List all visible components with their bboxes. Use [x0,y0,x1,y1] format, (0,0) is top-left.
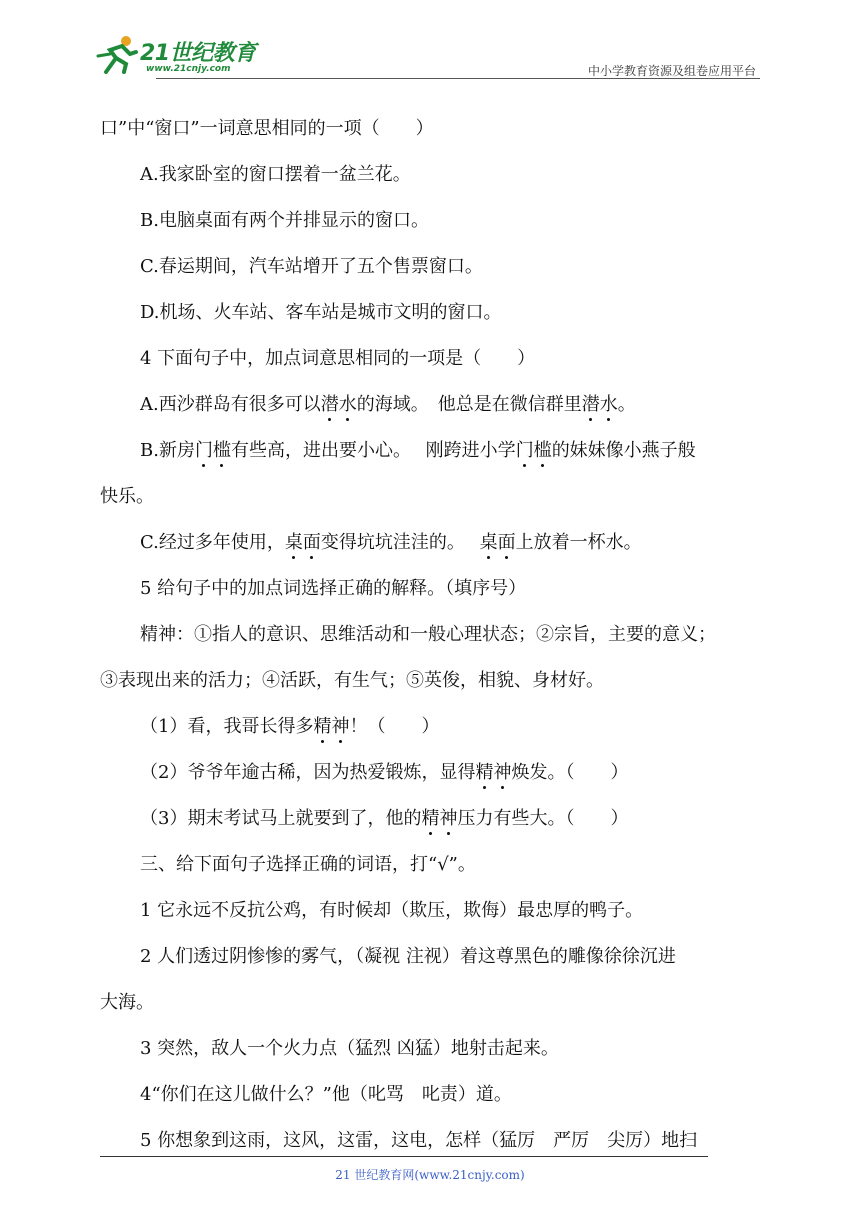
page-header [96,28,760,80]
emphasis-char: 神 [439,808,458,829]
text-line: 2 人们透过阴惨惨的雾气，（凝视 注视）着这尊黑色的雕像徐徐沉进 [140,946,676,967]
emphasis-char: 神 [331,716,350,737]
page-footer: 21 世纪教育网(www.21cnjy.com) [335,1168,525,1182]
logo-url: www.21cnjy.com [146,64,231,74]
site-logo [96,34,266,78]
emphasis-char: 潜 [581,394,600,415]
emphasis-char: 桌 [284,532,303,553]
question-5: 5 给句子中的加点词选择正确的解释。（填序号） [140,578,527,599]
emphasis-char: 精 [475,762,494,783]
emphasis-char: 潜 [320,394,339,415]
text-line: 1 它永远不反抗公鸡，有时候却（欺压，欺侮）最忠厚的鸭子。 [140,900,644,921]
text-line: （3）期末考试马上就要到了，他的精神压力有些大。（ ） [140,808,629,829]
text-line: C.春运期间，汽车站增开了五个售票窗口。 [140,256,483,277]
section-heading: 三、给下面句子选择正确的词语，打“√”。 [140,854,476,875]
emphasis-char: 门 [194,440,213,461]
emphasis-char: 门 [515,440,534,461]
text-line: 3 突然，敌人一个火力点（猛烈 凶猛）地射击起来。 [140,1038,559,1059]
document-body [100,106,765,1164]
text-line: C.经过多年使用，桌面变得坑坑洼洼的。 桌面上放着一杯水。 [140,532,642,553]
text-line: A.我家卧室的窗口摆着一盆兰花。 [140,164,411,185]
text-line: 大海。 [100,992,154,1013]
emphasis-char: 水 [338,394,357,415]
text-line: 4“你们在这儿做什么？”他（叱骂 叱责）道。 [140,1084,512,1105]
emphasis-char: 神 [493,762,512,783]
emphasis-char: 水 [599,394,618,415]
logo-title: 21世纪教育 [140,41,256,66]
platform-name: 中小学教育资源及组卷应用平台 [587,64,756,78]
text-line: A.西沙群岛有很多可以潜水的海域。 他总是在微信群里潜水。 [140,394,636,415]
text-line: D.机场、火车站、客车站是城市文明的窗口。 [140,302,502,323]
emphasis-char: 精 [421,808,440,829]
definition-line: 精神：①指人的意识、思维活动和一般心理状态；②宗旨，主要的意义； [140,624,716,645]
text-line: （2）爷爷年逾古稀，因为热爱锻炼，显得精神焕发。（ ） [140,762,629,783]
emphasis-char: 面 [497,532,516,553]
text-line: 口”中“窗口”一词意思相同的一项（ ） [100,118,434,139]
question-4: 4 下面句子中，加点词意思相同的一项是（ ） [140,348,536,369]
footer-divider [100,1156,708,1157]
emphasis-char: 槛 [533,440,552,461]
definition-line: ③表现出来的活力；④活跃，有生气；⑤英俊，相貌、身材好。 [100,670,604,691]
text-line: B.电脑桌面有两个并排显示的窗口。 [140,210,429,231]
emphasis-char: 精 [313,716,332,737]
header-divider [156,78,760,79]
text-line: 5 你想象到这雨，这风，这雷，这电，怎样（猛厉 严厉 尖厉）地扫 [140,1130,698,1151]
emphasis-char: 面 [302,532,321,553]
text-line: （1）看，我哥长得多精神！（ ） [140,716,440,737]
emphasis-char: 槛 [212,440,231,461]
text-line: 快乐。 [100,486,154,507]
runner-logo-icon [96,34,140,74]
text-line: B.新房门槛有些高，进出要小心。 刚跨进小学门槛的妹妹像小燕子般 [140,440,696,461]
emphasis-char: 桌 [479,532,498,553]
